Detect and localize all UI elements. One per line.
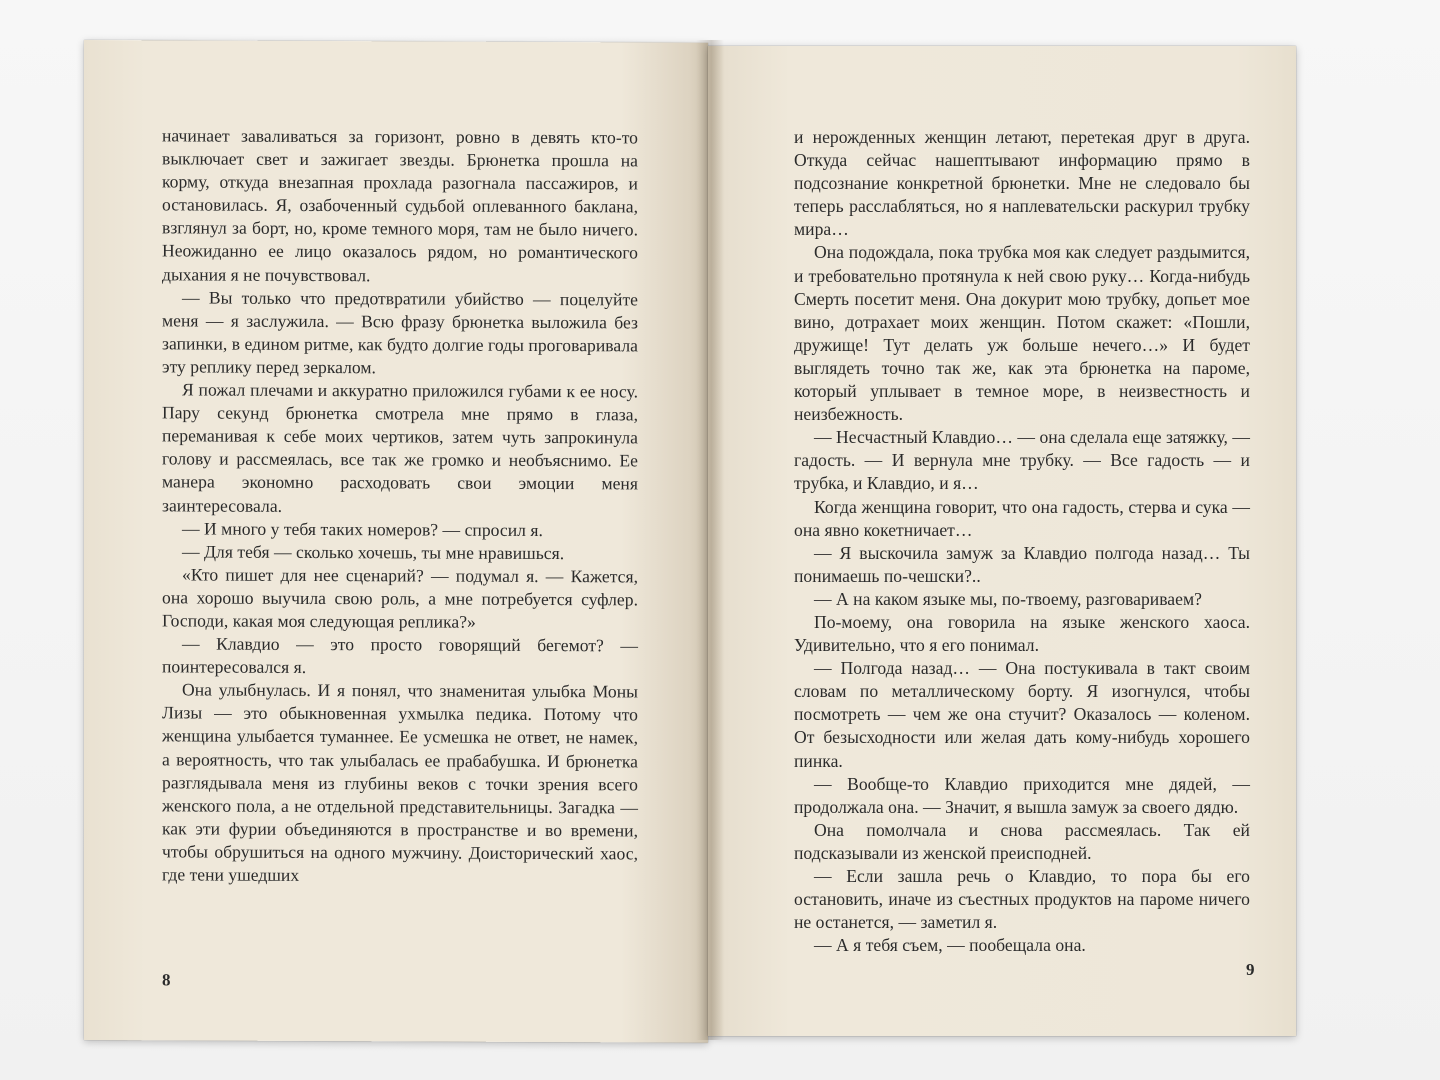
left-page-text	[162, 124, 638, 888]
paragraph: — И много у тебя таких номеров? — спросил я.	[182, 518, 543, 540]
paragraph: Она подождала, пока трубка моя как следует раздымится, и требовательно протянула к ней свою руку… Когда-нибудь Смерть посетит меня. Она докурит мою трубку, допьет мое вино, дотрахает моих женщин. Потом скажет: «Пошли, дружище! Тут делать уж больше нечего…» И будет выглядеть точно так же, как эта брюнетка на пароме, который уплывает в темное море, в неизвестность и неизбежность.	[794, 242, 1250, 425]
paragraph: — А на каком языке мы, по-твоему, разговариваем?	[814, 588, 1202, 609]
open-book	[84, 40, 1296, 1040]
page-number-left: 8	[162, 970, 171, 990]
page-number-right: 9	[1246, 960, 1255, 979]
right-page	[708, 46, 1296, 1036]
paragraph: «Кто пишет для нее сценарий? — подумал я. — Кажется, она хорошо выучила свою роль, а мне потребуется суфлер. Господи, какая моя следующая реплика?»	[162, 564, 638, 632]
paragraph: Она помолчала и снова рассмеялась. Так ей подсказывали из женской преисподней.	[794, 819, 1250, 863]
paragraph: — Клавдио — это просто говорящий бегемот? — поинтересовался я.	[162, 633, 638, 678]
paragraph: Я пожал плечами и аккуратно приложился губами к ее носу. Пару секунд брюнетка смотрела мне прямо в глаза, переманивая к себе моих чертиков, затем чуть запрокинула голову и рассмеялась, все так же громко и необъяснимо. Ее манера экономно расходовать свои эмоции меня заинтересовала.	[162, 379, 638, 516]
right-page-text	[794, 126, 1250, 957]
paragraph: — А я тебя съем, — пообещала она.	[814, 935, 1086, 956]
paragraph: — Если зашла речь о Клавдио, то пора бы его остановить, иначе из съестных продуктов на пароме ничего не останется, — заметил я.	[794, 866, 1250, 933]
paragraph: — Несчастный Клавдио… — она сделала еще затяжку, — гадость. — И вернула мне трубку. — Все гадость — и трубка, и Клавдио, и я…	[794, 427, 1250, 494]
paragraph: начинает заваливаться за горизонт, ровно в девять кто-то выключает свет и зажигает звезды. Брюнетка прошла на корму, откуда внезапная прохлада разогнала пассажиров, и остановилась. Я, озабоченный судьбой оплеванного баклана, взглянул за борт, но, кроме темного моря, там не было ничего. Неожиданно ее лицо оказалось рядом, но романтического дыхания я не почувствовал.	[162, 125, 638, 285]
paragraph: — Я выскочила замуж за Клавдио полгода назад… Ты понимаешь по-чешски?..	[794, 542, 1250, 586]
paragraph: По-моему, она говорила на языке женского хаоса. Удивительно, что я его понимал.	[794, 611, 1250, 656]
paragraph: Когда женщина говорит, что она гадость, стерва и сука — она явно кокетничает…	[794, 496, 1250, 540]
paragraph: — Вы только что предотвратили убийство — поцелуйте меня — я заслужила. — Всю фразу брюнетка выложила без запинки, в едином ритме, как будто долгие годы проговаривала эту реплику перед зеркалом.	[162, 287, 638, 378]
paragraph: Она улыбнулась. И я понял, что знаменитая улыбка Моны Лизы — это обыкновенная ухмылка педика. Потому что женщина улыбается туманнее. Ее усмешка не ответ, не намек, а вероятность, что так улыбалась ее прабабушка. И брюнетка разглядывала меня из глубины веков с точки зрения всего женского пола, а не отдельной представительницы. Загадка — как эти фурии объединяются в пространстве и во времени, чтобы обрушиться на одного мужчину. Доисторический хаос, где тени ушедших	[162, 679, 638, 885]
paragraph: — Для тебя — сколько хочешь, ты мне нравишься.	[182, 541, 565, 563]
left-page	[84, 40, 708, 1043]
paragraph: — Полгода назад… — Она постукивала в такт своим словам по металлическому борту. Я изогнулся, чтобы посмотреть — чем же она стучит? Оказалось — коленом. От безысходности или желая дать кому-нибудь хорошего пинка.	[794, 658, 1250, 771]
paragraph: — Вообще-то Клавдио приходится мне дядей, — продолжала она. — Значит, я вышла замуж за своего дядю.	[794, 773, 1250, 817]
paragraph: и нерожденных женщин летают, перетекая друг в друга. Откуда сейчас нашептывают информацию прямо в подсознание конкретной брюнетки. Мне не следовало бы теперь расслабляться, но я наплевательски раскурил трубку мира…	[794, 127, 1250, 240]
